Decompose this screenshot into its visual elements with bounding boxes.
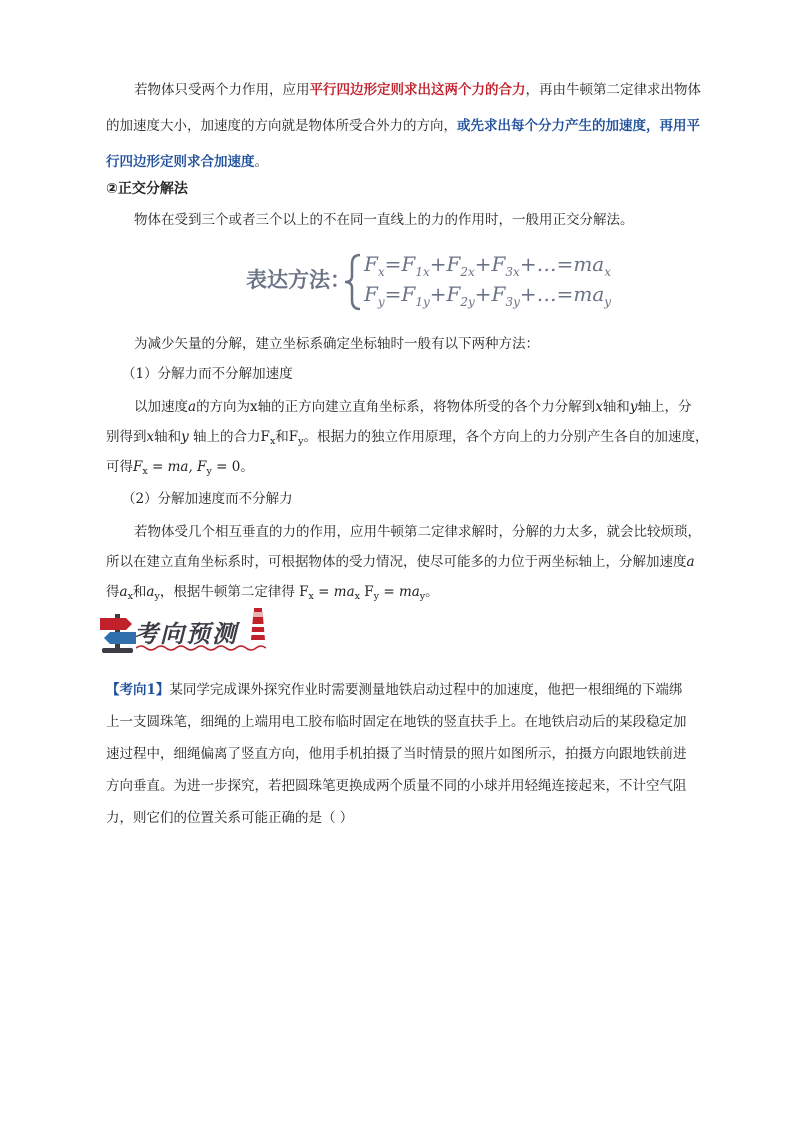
question-line1: 【考向1】某同学完成课外探究作业时需要测量地铁启动过程中的加速度，他把一根细绳的下端绑 <box>106 682 683 698</box>
intro-end: 。 <box>254 154 268 170</box>
intro-blue-highlight: 或先求出每个分力产生的加速度，再用平行四边形定则求合加速度 <box>106 118 700 170</box>
method1-title: （1）分解力而不分解加速度 <box>122 366 293 382</box>
formula-label: 表达方法： <box>246 268 351 292</box>
intro-text-1: 若物体只受两个力作用，应用 <box>134 82 310 98</box>
intro-paragraph <box>106 72 706 180</box>
banner-title: 考向预测 <box>134 620 238 648</box>
axes-intro: 为减少矢量的分解，建立坐标系确定坐标轴时一般有以下两种方法： <box>134 336 539 352</box>
method1-line2: 别得到x轴和y 轴上的合力$F_x$和$F_y$。根据力的独立作用原理，各个方向上的力分别产生各自的加速度， <box>106 429 709 447</box>
question-line4: 方向垂直。为进一步探究，若把圆珠笔更换成两个质量不同的小球并用轻绳连接起来，不计空气阻 <box>106 778 687 794</box>
method2-line3: 得$a_x$和$a_y$，根据牛顿第二定律得 $F_x = ma_x$ $F_y = ma_y$。 <box>106 584 439 602</box>
banner <box>96 606 286 656</box>
lighthouse-icon <box>248 606 268 642</box>
question-line2: 上一支圆珠笔，细绳的上端用电工胶布临时固定在地铁的竖直扶手上。在地铁启动后的某段稳定加 <box>106 714 687 730</box>
method2-line2: 所以在建立直角坐标系时，可根据物体的受力情况，使尽可能多的力位于两坐标轴上，分解加速度a <box>106 554 695 570</box>
question-label: 【考向1】 <box>106 682 170 698</box>
method2-line1: 若物体受几个相互垂直的力的作用，应用牛顿第二定律求解时，分解的力太多，就会比较烦琐， <box>134 524 701 540</box>
question-line5: 力，则它们的位置关系可能正确的是（ ） <box>106 810 354 826</box>
section-title: ②正交分解法 <box>106 181 188 197</box>
intro-text-2: ，再由牛顿第二定律求出物体的加速度大小，加速度的方向就是物体所受合外力的方向， <box>106 82 701 134</box>
orthogonal-intro: 物体在受到三个或者三个以上的不在同一直线上的力的作用时，一般用正交分解法。 <box>134 212 634 228</box>
formula-line-x: $F_x=F_{1x}+F_{2x}+F_{3x}+\dots=ma_x$ <box>364 252 611 279</box>
method1-line1: 以加速度a的方向为x轴的正方向建立直角坐标系，将物体所受的各个力分解到x轴和y轴上，分 <box>134 399 692 415</box>
banner-underline-icon <box>136 644 266 652</box>
formula-brace-icon <box>342 252 364 312</box>
formula-line-y: $F_y=F_{1y}+F_{2y}+F_{3y}+\dots=ma_y$ <box>364 282 612 309</box>
question-line3: 速过程中，细绳偏离了竖直方向，他用手机拍摄了当时情景的照片如图所示，拍摄方向跟地铁前进 <box>106 746 687 762</box>
intro-red-highlight: 平行四边形定则求出这两个力的合力 <box>309 82 526 98</box>
method2-title: （2）分解加速度而不分解力 <box>122 491 293 507</box>
method1-line3: 可得$F_x$ = ma, $F_y = 0$。 <box>106 459 254 477</box>
formula-block <box>238 248 612 314</box>
